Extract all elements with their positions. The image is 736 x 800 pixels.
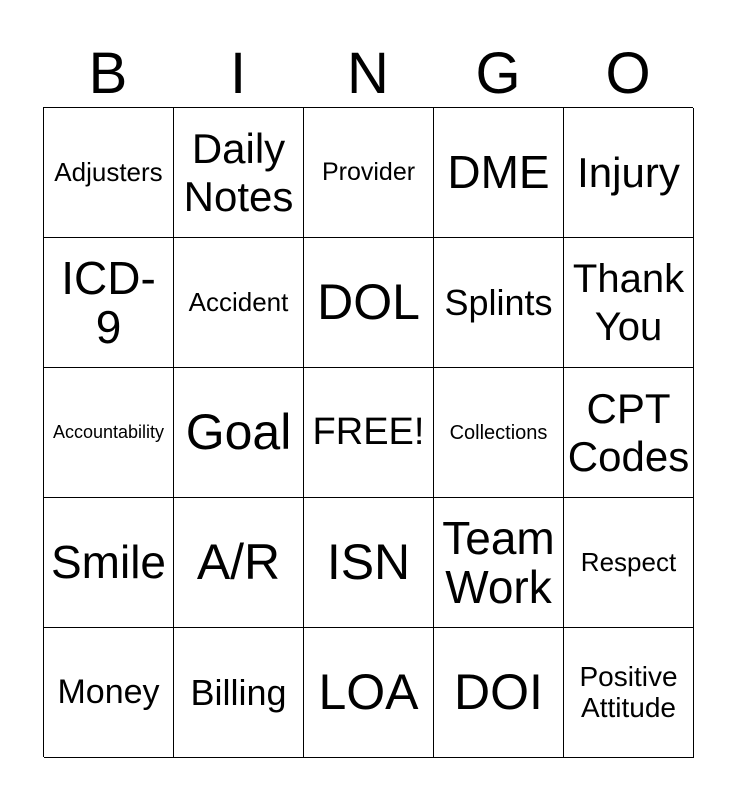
cell-label: Daily Notes: [183, 125, 294, 220]
header-letter-n: N: [347, 41, 389, 106]
bingo-cell[interactable]: [434, 238, 564, 368]
cell-label: Respect: [580, 547, 677, 578]
bingo-header: [43, 40, 693, 108]
bingo-cell[interactable]: [174, 108, 304, 238]
cell-label: Positive Attitude: [579, 660, 678, 723]
cell-label: Injury: [577, 148, 680, 196]
cell-label: DOI: [454, 664, 543, 721]
cell-label: DME: [447, 146, 550, 199]
bingo-cell[interactable]: [434, 628, 564, 758]
cell-label: CPT Codes: [567, 385, 690, 480]
bingo-cell[interactable]: [564, 108, 694, 238]
bingo-cell[interactable]: [174, 498, 304, 628]
cell-label: DOL: [317, 274, 420, 331]
cell-label: A/R: [196, 534, 281, 591]
bingo-cell[interactable]: [564, 238, 694, 368]
bingo-board: [43, 107, 693, 757]
bingo-cell[interactable]: [434, 498, 564, 628]
cell-label: Provider: [321, 157, 416, 186]
cell-label: Money: [57, 672, 160, 711]
cell-label: FREE!: [312, 410, 425, 453]
header-letter-i: I: [229, 41, 247, 106]
cell-label: LOA: [318, 664, 419, 721]
cell-label: Adjusters: [54, 157, 163, 188]
cell-label: Smile: [50, 536, 167, 589]
cell-label: Team Work: [442, 512, 555, 613]
bingo-cell[interactable]: [304, 498, 434, 628]
cell-label: ISN: [326, 534, 411, 591]
cell-label: Thank You: [572, 256, 685, 349]
bingo-cell[interactable]: [174, 628, 304, 758]
bingo-cell[interactable]: [304, 108, 434, 238]
bingo-cell[interactable]: [434, 108, 564, 238]
header-letter-b: B: [88, 41, 128, 106]
bingo-cell[interactable]: [174, 238, 304, 368]
cell-label: Accountability: [52, 421, 165, 442]
bingo-cell[interactable]: [434, 368, 564, 498]
bingo-cell[interactable]: [44, 108, 174, 238]
header-letter-o: O: [605, 41, 651, 106]
bingo-cell[interactable]: [44, 368, 174, 498]
cell-label: ICD- 9: [61, 252, 156, 353]
header-letter-g: G: [475, 41, 521, 106]
bingo-cell[interactable]: [174, 368, 304, 498]
bingo-cell[interactable]: [44, 238, 174, 368]
cell-label: Accident: [188, 287, 289, 318]
cell-label: Splints: [444, 281, 553, 323]
bingo-cell[interactable]: [304, 368, 434, 498]
bingo-cell[interactable]: [564, 368, 694, 498]
cell-label: Collections: [449, 421, 548, 444]
cell-label: Goal: [185, 404, 292, 461]
bingo-cell[interactable]: [304, 628, 434, 758]
bingo-cell[interactable]: [304, 238, 434, 368]
bingo-cell[interactable]: [564, 498, 694, 628]
cell-label: Billing: [190, 671, 287, 713]
bingo-cell[interactable]: [564, 628, 694, 758]
bingo-cell[interactable]: [44, 628, 174, 758]
bingo-cell[interactable]: [44, 498, 174, 628]
